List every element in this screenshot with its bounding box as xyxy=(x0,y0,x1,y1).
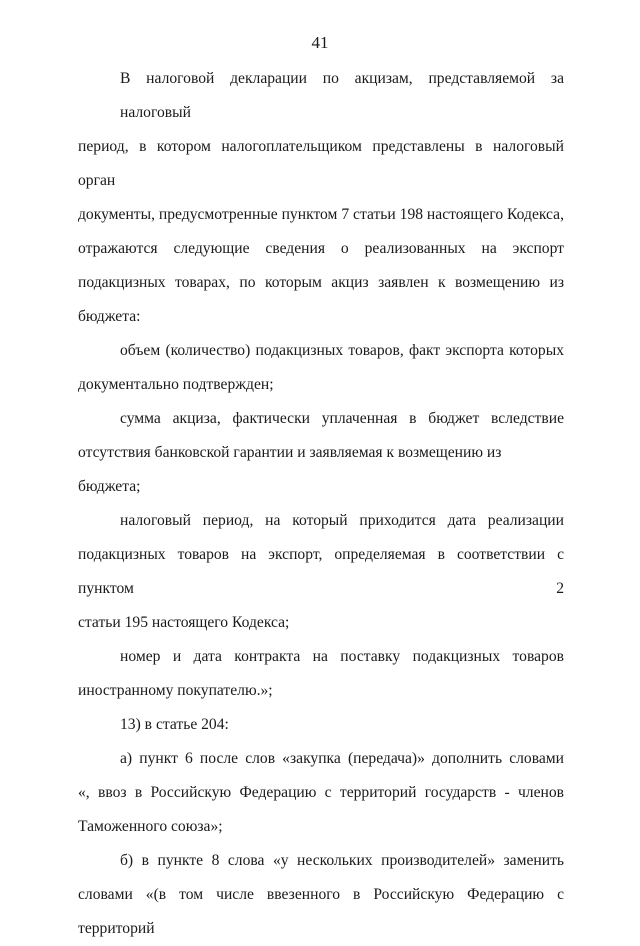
text-line: документально подтвержден; xyxy=(78,376,274,393)
text-line: 13) в статье 204: xyxy=(120,716,229,733)
text-line: В налоговой декларации по акцизам, представляемой за налоговый xyxy=(120,70,564,121)
text-line: номер и дата контракта на поставку подакцизных товаров xyxy=(120,648,564,665)
text-line: подакцизных товарах, по которым акциз заявлен к возмещению из xyxy=(78,274,564,291)
document-body xyxy=(78,62,564,946)
text-line: б) в пункте 8 слова «у нескольких производителей» заменить xyxy=(120,852,564,869)
paragraph-contract xyxy=(78,640,564,708)
paragraph-subitem-b xyxy=(78,844,564,946)
text-line: объем (количество) подакцизных товаров, факт экспорта которых xyxy=(120,342,564,359)
text-line: статьи 195 настоящего Кодекса; xyxy=(78,614,290,631)
text-line: налоговый период, на который приходится дата реализации xyxy=(120,512,564,529)
paragraph-subitem-a xyxy=(78,742,564,844)
text-line: словами «(в том числе ввезенного в Российскую Федерацию с территорий xyxy=(78,886,564,937)
text-line: сумма акциза, фактически уплаченная в бюджет вследствие xyxy=(120,410,564,427)
page-number: 41 xyxy=(311,33,329,52)
text-line: отсутствия банковской гарантии и заявляемая к возмещению из бюджета; xyxy=(78,444,502,495)
text-line: отражаются следующие сведения о реализованных на экспорт xyxy=(78,240,564,257)
text-line: иностранному покупателю.»; xyxy=(78,682,273,699)
text-line: подакцизных товаров на экспорт, определяемая в соответствии с пунктом 2 xyxy=(78,546,564,597)
text-line: период, в котором налогоплательщиком представлены в налоговый орган xyxy=(78,138,564,189)
text-line: Таможенного союза»; xyxy=(78,818,223,835)
paragraph-item-13 xyxy=(78,708,564,742)
text-line: а) пункт 6 после слов «закупка (передача)» дополнить словами xyxy=(120,750,564,767)
text-line: документы, предусмотренные пунктом 7 статьи 198 настоящего Кодекса, xyxy=(78,206,564,223)
text-line: бюджета: xyxy=(78,308,141,325)
paragraph-volume xyxy=(78,334,564,402)
paragraph-declaration-intro xyxy=(78,62,564,334)
paragraph-tax-period xyxy=(78,504,564,640)
text-line: «, ввоз в Российскую Федерацию с территорий государств - членов xyxy=(78,784,564,801)
paragraph-excise-amount xyxy=(78,402,564,504)
